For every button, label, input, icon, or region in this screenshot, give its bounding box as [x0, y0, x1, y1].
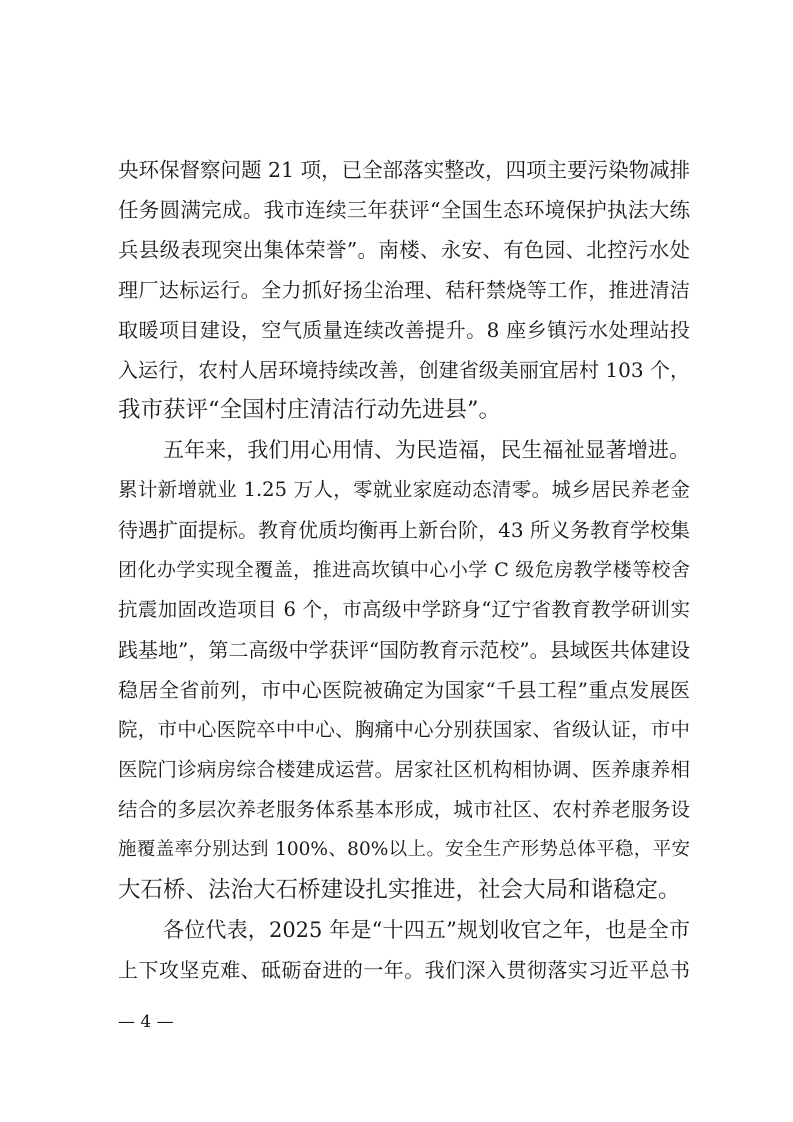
text-line: 央环保督察问题 21 项，已全部落实整改，四项主要污染物减排: [118, 158, 690, 182]
text-line: 我市获评“全国村庄清洁行动先进县”。: [118, 397, 502, 423]
page-number: — 4 —: [118, 1012, 174, 1032]
text-line: 待遇扩面提标。教育优质均衡再上新台阶，43 所义务教育学校集: [118, 518, 690, 542]
text-line: 累计新增就业 1.25 万人，零就业家庭动态清零。城乡居民养老金: [118, 478, 690, 501]
text-line: 取暖项目建设，空气质量连续改善提升。8 座乡镇污水处理站投: [118, 318, 690, 342]
text-line: 各位代表，2025 年是“十四五”规划收官之年，也是全市: [163, 918, 690, 942]
text-line: 理厂达标运行。全力抓好扬尘治理、秸秆禁烧等工作，推进清洁: [118, 278, 690, 302]
text-line: 任务圆满完成。我市连续三年获评“全国生态环境保护执法大练: [118, 198, 690, 222]
text-line: 五年来，我们用心用情、为民造福，民生福祉显著增进。: [163, 438, 690, 462]
text-line: 结合的多层次养老服务体系基本形成，城市社区、农村养老服务设: [118, 798, 690, 821]
text-line: 施覆盖率分别达到 100%、80%以上。安全生产形势总体平稳，平安: [118, 839, 690, 860]
text-line: 上下攻坚克难、砥砺奋进的一年。我们深入贯彻落实习近平总书: [118, 958, 690, 982]
text-line: 稳居全省前列，市中心医院被确定为国家“千县工程”重点发展医: [118, 678, 690, 702]
text-line: 践基地”，第二高级中学获评“国防教育示范校”。县域医共体建设: [118, 638, 690, 662]
text-line: 院，市中心医院卒中中心、胸痛中心分别获国家、省级认证，市中: [118, 718, 690, 741]
text-line: 大石桥、法治大石桥建设扎实推进，社会大局和谐稳定。: [118, 877, 681, 903]
text-line: 团化办学实现全覆盖，推进高坎镇中心小学 C 级危房教学楼等校舍: [118, 559, 690, 581]
text-line: 兵县级表现突出集体荣誉”。南楼、永安、有色园、北控污水处: [118, 238, 690, 262]
text-line: 医院门诊病房综合楼建成运营。居家社区机构相协调、医养康养相: [118, 758, 690, 781]
text-line: 入运行，农村人居环境持续改善，创建省级美丽宜居村 103 个，: [118, 358, 690, 382]
text-line: 抗震加固改造项目 6 个，市高级中学跻身“辽宁省教育教学研训实: [118, 598, 690, 621]
